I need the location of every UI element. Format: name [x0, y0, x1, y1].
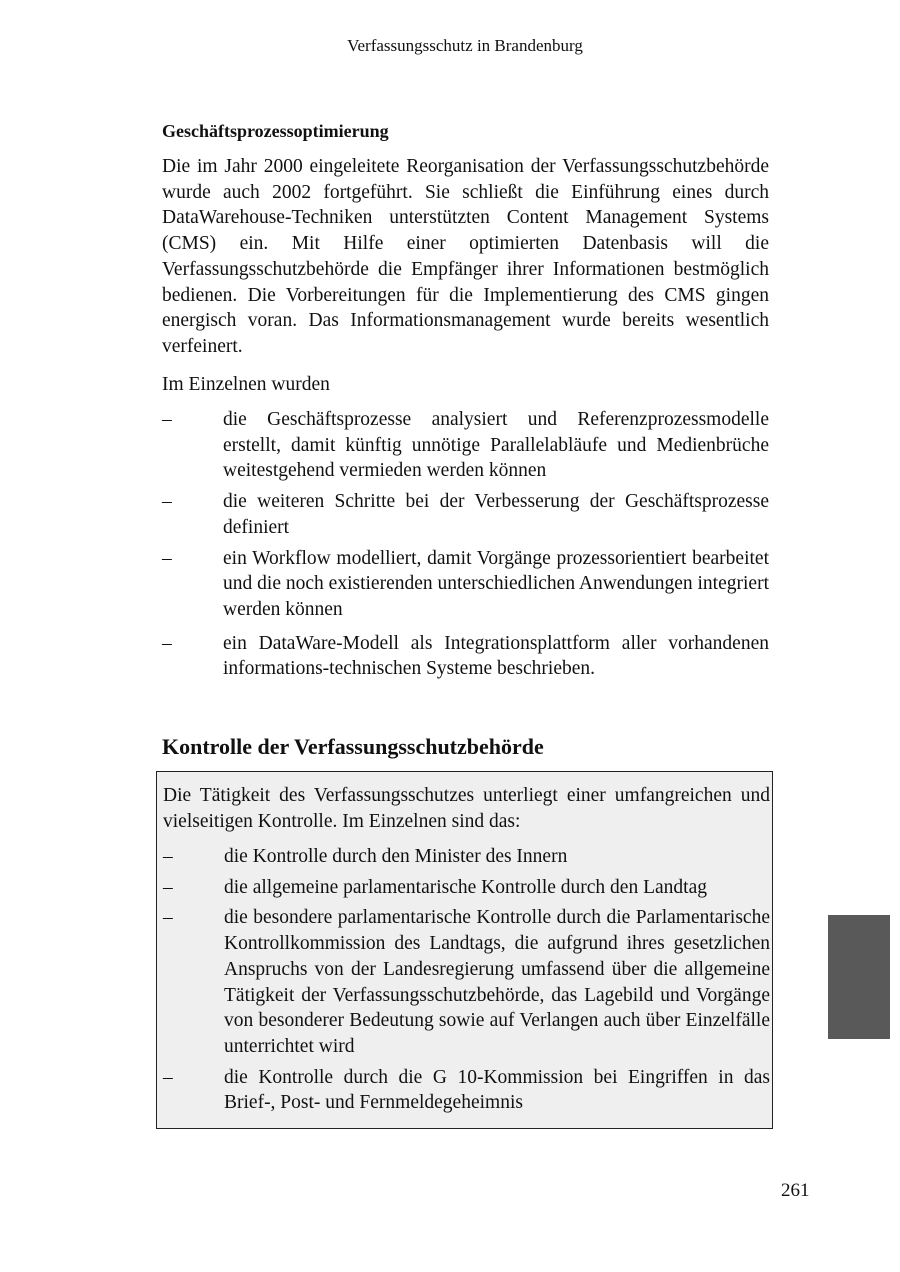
section-heading: Geschäftsprozessoptimierung: [162, 121, 389, 141]
dash-marker: –: [162, 491, 172, 513]
list-item-text: die Kontrolle durch den Minister des Innern: [224, 846, 568, 867]
control-intro: Die Tätigkeit des Verfassungsschutzes unterliegt einer umfangreichen und vielseitigen Kontrolle. Im Einzelnen sind das:: [163, 785, 770, 832]
list-item: [163, 1065, 770, 1116]
dash-marker: –: [163, 907, 173, 929]
list-item: [163, 844, 770, 870]
list-item: [162, 489, 769, 540]
list-item-text: ein Workflow modelliert, damit Vorgänge prozessorientiert bearbeitet und die noch existierenden unterschiedlichen Anwendungen integriert werden können: [223, 547, 769, 620]
dash-marker: –: [162, 547, 172, 569]
list-item: [162, 407, 769, 484]
running-header: Verfassungsschutz in Brandenburg: [347, 36, 583, 55]
process-list: [162, 407, 769, 682]
list-item-text: die Kontrolle durch die G 10-Kommission bei Eingriffen in das Brief-, Post- und Fernmeldegeheimnis: [224, 1066, 770, 1114]
list-item: [163, 905, 770, 1059]
list-item: [163, 875, 770, 901]
intro-paragraph: Die im Jahr 2000 eingeleitete Reorganisation der Verfassungsschutzbehörde wurde auch 2002 fortgeführt. Sie schließt die Einführung eines durch DataWarehouse-Techniken unterstützten Content Management Systems (CMS) ein. Mit Hilfe einer optimierten Datenbasis will die Verfassungsschutzbehörde die Empfänger ihrer Informationen bestmöglich bedienen. Die Vorbereitungen für die Implementierung des CMS gingen energisch voran. Das Informationsmanagement wurde bereits wesentlich verfeinert.: [162, 156, 769, 357]
list-item: [162, 546, 769, 623]
dash-marker: –: [163, 876, 173, 898]
list-item-text: die weiteren Schritte bei der Verbesserung der Geschäftsprozesse definiert: [223, 491, 769, 538]
list-lead-text: Im Einzelnen wurden: [162, 374, 330, 395]
list-item-text: die Geschäftsprozesse analysiert und Referenzprozessmodelle erstellt, damit künftig unnötige Parallelabläufe und Medienbrüche weitestgehend vermieden werden können: [223, 409, 769, 482]
control-box: [156, 771, 773, 1129]
dash-marker: –: [163, 1066, 173, 1088]
list-item-text: die allgemeine parlamentarische Kontrolle durch den Landtag: [224, 876, 707, 898]
list-item-text: die besondere parlamentarische Kontrolle durch die Parlamentarische Kontrollkommission des Landtags, die aufgrund ihres gesetzlichen Anspruchs von der Landesregierung umfassend über die allgemeine Tätigkeit der Verfassungsschutzbehörde, das Lagebild und Vorgänge von besonderer Bedeutung sowie auf Verlangen auch über Einzelfälle unterrichtet wird: [224, 907, 770, 1057]
control-list: [163, 844, 770, 1116]
dash-marker: –: [163, 846, 173, 867]
list-item-text: ein DataWare-Modell als Integrationsplattform aller vorhandenen informations-technischen Systeme beschrieben.: [223, 632, 769, 680]
dash-marker: –: [162, 632, 172, 654]
page-number: 261: [781, 1180, 810, 1201]
list-item: [162, 631, 769, 682]
chapter-thumb-tab: [828, 915, 890, 1039]
dash-marker: –: [162, 409, 172, 430]
control-heading: Kontrolle der Verfassungsschutzbehörde: [162, 734, 544, 759]
